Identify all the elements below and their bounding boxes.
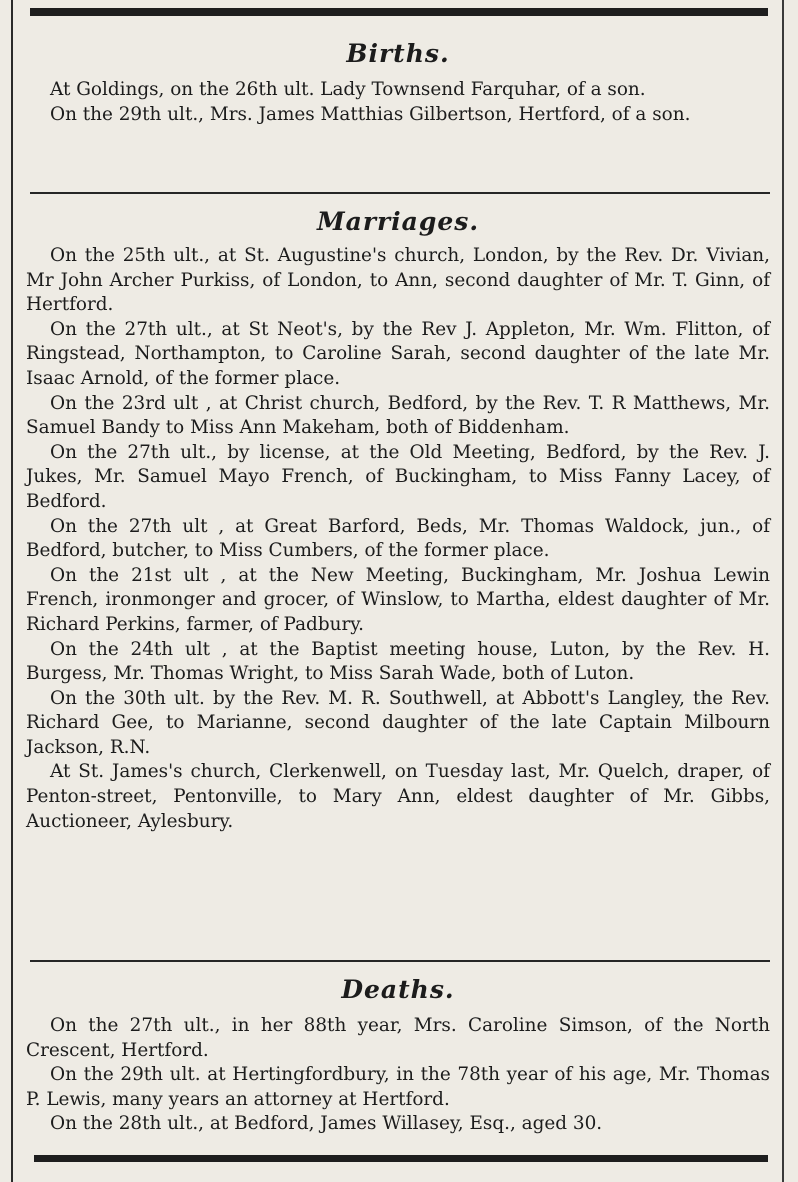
marriage-entry: On the 25th ult., at St. Augustine's church, London, by the Rev. Dr. Vivian, Mr John Archer Purkiss, of London, to Ann, second daughter of Mr. T. Ginn, of Hertford. [26, 245, 770, 316]
marriage-entry: On the 27th ult., at St Neot's, by the Rev J. Appleton, Mr. Wm. Flitton, of Ringstead, Northampton, to Caroline Sarah, second daughter of the late Mr. Isaac Arnold, of the former place. [26, 318, 770, 389]
marriage-entry: On the 27th ult , at Great Barford, Beds, Mr. Thomas Waldock, jun., of Bedford, butcher, to Miss Cumbers, of the former place. [26, 515, 770, 562]
column-rule-left [11, 0, 13, 1182]
marriages-heading: Marriages. [316, 207, 480, 236]
births-entry: On the 29th ult., Mrs. James Matthias Gilbertson, Hertford, of a son. [50, 103, 691, 125]
marriages-section [26, 198, 770, 834]
section-divider [30, 960, 770, 962]
marriage-entry: On the 24th ult , at the Baptist meeting house, Luton, by the Rev. H. Burgess, Mr. Thomas Wright, to Miss Sarah Wade, both of Luton. [26, 638, 770, 685]
deaths-heading: Deaths. [341, 975, 455, 1004]
marriage-entry: On the 27th ult., by license, at the Old Meeting, Bedford, by the Rev. J. Jukes, Mr. Samuel Mayo French, of Buckingham, to Miss Fanny Lacey, of Bedford. [26, 441, 770, 512]
deaths-section [26, 966, 770, 1137]
death-entry: On the 29th ult. at Hertingfordbury, in the 78th year of his age, Mr. Thomas P. Lewis, many years an attorney at Hertford. [26, 1064, 770, 1110]
marriage-entry: On the 23rd ult , at Christ church, Bedford, by the Rev. T. R Matthews, Mr. Samuel Bandy to Miss Ann Makeham, both of Biddenham. [26, 392, 770, 439]
marriage-entry: On the 30th ult. by the Rev. M. R. Southwell, at Abbott's Langley, the Rev. Richard Gee, to Marianne, second daughter of the late Captain Milbourn Jackson, R.N. [26, 687, 770, 758]
births-heading: Births. [346, 39, 450, 68]
top-rule [30, 8, 768, 16]
births-section [26, 30, 770, 127]
section-divider [30, 192, 770, 194]
births-entry: At Goldings, on the 26th ult. Lady Townsend Farquhar, of a son. [50, 79, 646, 100]
death-entry: On the 27th ult., in her 88th year, Mrs. Caroline Simson, of the North Crescent, Hertford. [26, 1015, 770, 1061]
death-entry: On the 28th ult., at Bedford, James Willasey, Esq., aged 30. [50, 1113, 603, 1135]
bottom-rule [34, 1155, 768, 1162]
marriage-entry: On the 21st ult , at the New Meeting, Buckingham, Mr. Joshua Lewin French, ironmonger and grocer, of Winslow, to Martha, eldest daughter of Mr. Richard Perkins, farmer, of Padbury. [26, 564, 770, 635]
marriage-entry: At St. James's church, Clerkenwell, on Tuesday last, Mr. Quelch, draper, of Penton-street, Pentonville, to Mary Ann, eldest daughter of Mr. Gibbs, Auctioneer, Aylesbury. [26, 761, 770, 832]
column-rule-right [782, 0, 784, 1182]
